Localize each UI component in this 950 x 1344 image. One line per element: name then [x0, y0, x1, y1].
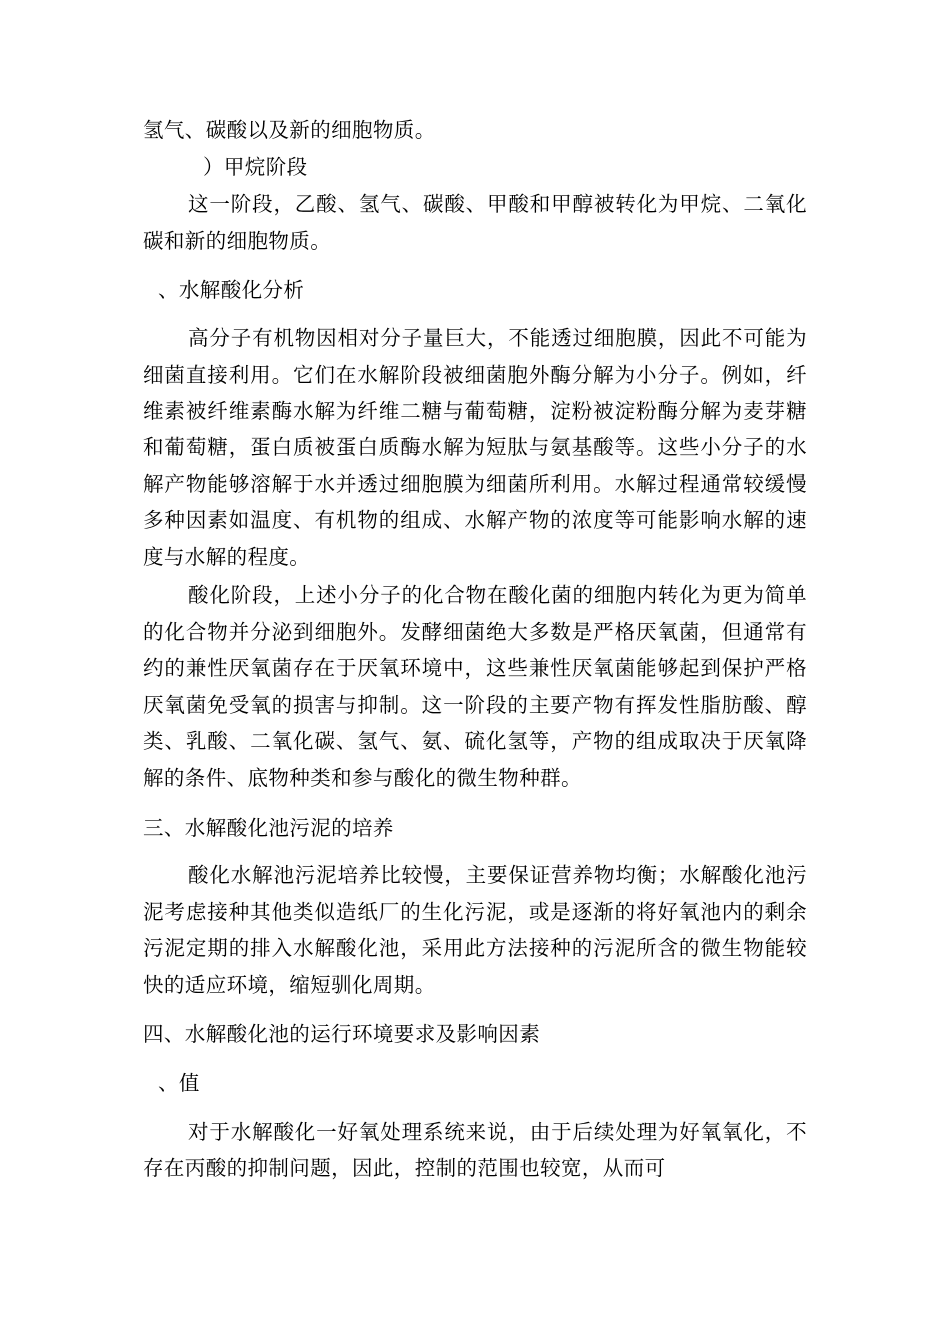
- subsection-heading: 、值: [158, 1071, 200, 1095]
- text-line: 多种因素如温度、有机物的组成、水解产物的浓度等可能影响水解的速: [143, 508, 807, 532]
- text-line: 厌氧菌免受氧的损害与抑制。这一阶段的主要产物有挥发性脂肪酸、醇: [143, 693, 807, 717]
- section-heading: 、水解酸化分析: [158, 278, 305, 302]
- text-line: 这一阶段，乙酸、氢气、碳酸、甲酸和甲醇被转化为甲烷、二氧化: [188, 192, 807, 216]
- section-heading: 三、水解酸化池污泥的培养: [143, 816, 394, 840]
- text-line: 约的兼性厌氧菌存在于厌氧环境中，这些兼性厌氧菌能够起到保护严格: [143, 656, 807, 680]
- text-line: 对于水解酸化一好氧处理系统来说，由于后续处理为好氧氧化，不: [188, 1120, 807, 1144]
- text-line: 存在丙酸的抑制问题，因此，控制的范围也较宽，从而可: [143, 1156, 666, 1180]
- section-heading: 四、水解酸化池的运行环境要求及影响因素: [143, 1022, 541, 1046]
- text-line: 解产物能够溶解于水并透过细胞膜为细菌所利用。水解过程通常较缓慢: [143, 472, 807, 496]
- text-line: 酸化阶段，上述小分子的化合物在酸化菌的细胞内转化为更为简单: [188, 583, 807, 607]
- text-line: 类、乳酸、二氧化碳、氢气、氨、硫化氢等，产物的组成取决于厌氧降: [143, 729, 807, 753]
- text-line: 的化合物并分泌到细胞外。发酵细菌绝大多数是严格厌氧菌，但通常有: [143, 620, 807, 644]
- subsection-heading: ）甲烷阶段: [203, 155, 308, 179]
- text-line: 氢气、碳酸以及新的细胞物质。: [143, 118, 436, 142]
- text-line: 维素被纤维素酶水解为纤维二糖与葡萄糖，淀粉被淀粉酶分解为麦芽糖: [143, 399, 807, 423]
- text-line: 污泥定期的排入水解酸化池，采用此方法接种的污泥所含的微生物能较: [143, 936, 807, 960]
- text-line: 快的适应环境，缩短驯化周期。: [143, 973, 436, 997]
- text-line: 酸化水解池污泥培养比较慢，主要保证营养物均衡；水解酸化池污: [188, 863, 807, 887]
- text-line: 高分子有机物因相对分子量巨大，不能透过细胞膜，因此不可能为: [188, 326, 807, 350]
- text-line: 泥考虑接种其他类似造纸厂的生化污泥，或是逐渐的将好氧池内的剩余: [143, 900, 807, 924]
- text-line: 和葡萄糖，蛋白质被蛋白质酶水解为短肽与氨基酸等。这些小分子的水: [143, 435, 807, 459]
- text-line: 细菌直接利用。它们在水解阶段被细菌胞外酶分解为小分子。例如，纤: [143, 363, 807, 387]
- text-line: 度与水解的程度。: [143, 545, 311, 569]
- text-line: 碳和新的细胞物质。: [143, 229, 332, 253]
- text-line: 解的条件、底物种类和参与酸化的微生物种群。: [143, 766, 582, 790]
